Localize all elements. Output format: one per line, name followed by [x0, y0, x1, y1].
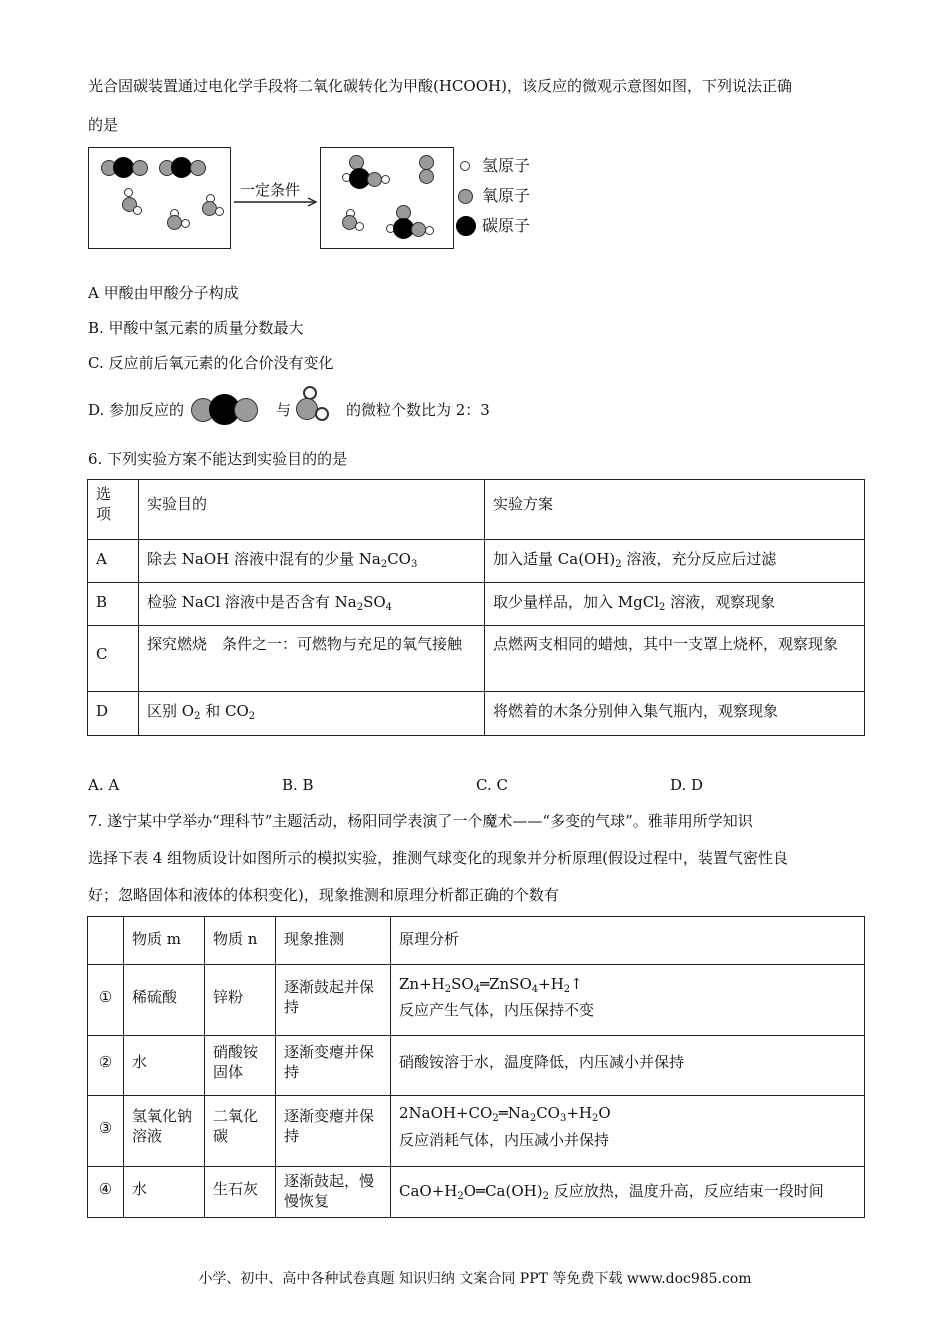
hydrogen-atom — [215, 207, 224, 216]
oxygen-atom — [367, 172, 382, 187]
table-cell: 水 — [124, 1167, 205, 1218]
hydrogen-atom — [425, 226, 434, 235]
hydrogen-atom — [381, 175, 390, 184]
table-cell: 二氧化碳 — [205, 1096, 276, 1167]
header-option: 选项 — [88, 480, 139, 540]
table-cell: 稀硫酸 — [124, 965, 205, 1036]
table-row — [88, 692, 865, 736]
legend-carbon: 碳原子 — [482, 216, 531, 235]
carbon-atom — [113, 157, 134, 178]
table-row — [88, 583, 865, 626]
header-purpose: 实验目的 — [139, 480, 485, 540]
oxygen-legend-icon — [458, 189, 473, 204]
arrow-label: 一定条件 — [240, 181, 301, 199]
table-cell: 检验 NaCl 溶液中是否含有 $Na_2SO_4$ — [139, 583, 485, 626]
table-cell: 硝酸铵溶于水，温度降低，内压减小并保持 — [391, 1036, 865, 1096]
table-cell: ④ — [88, 1167, 124, 1218]
header-phenomenon: 现象推测 — [276, 917, 391, 965]
legend-oxygen: 氧原子 — [482, 186, 531, 205]
q5-stem-line1: 光合固碳装置通过电化学手段将二氧化碳转化为甲酸(HCOOH)，该反应的微观示意图如图，下列说法正确 — [88, 77, 792, 95]
table-row — [88, 1036, 865, 1096]
table-row — [88, 540, 865, 583]
table-cell: ② — [88, 1036, 124, 1096]
table-cell — [88, 917, 124, 965]
table-cell: D — [88, 692, 139, 736]
header-principle: 原理分析 — [391, 917, 865, 965]
oxygen-atom — [190, 160, 206, 176]
table-cell: 区别 $O_2$ 和 $CO_2$ — [139, 692, 485, 736]
hydrogen-legend-icon — [460, 161, 470, 171]
table-row — [88, 965, 865, 1036]
table-cell: 逐渐鼓起并保持 — [276, 965, 391, 1036]
page-footer: 小学、初中、高中各种试卷真题 知识归纳 文案合同 PPT 等免费下载 www.doc985.com — [198, 1271, 752, 1287]
table-cell: $CaO+H_2O═Ca(OH)_2$ 反应放热，温度升高，反应结束一段时间 — [391, 1167, 865, 1218]
table-cell: 加入适量 $Ca(OH)_2$ 溶液，充分反应后过滤 — [485, 540, 865, 583]
reaction-arrow-icon — [232, 196, 320, 208]
table-cell: ③ — [88, 1096, 124, 1167]
oxygen-atom — [419, 155, 434, 170]
table-row — [88, 1096, 865, 1167]
q5-stem-line2: 的是 — [88, 116, 119, 134]
q5-option-b: B. 甲酸中氢元素的质量分数最大 — [88, 319, 304, 337]
q5-option-a: A 甲酸由甲酸分子构成 — [88, 284, 239, 302]
hydrogen-atom — [181, 219, 190, 228]
carbon-legend-icon — [456, 216, 476, 236]
q5-option-d-suffix: 的微粒个数比为 2：3 — [346, 401, 490, 419]
q5-option-d-prefix: D. 参加反应的 — [88, 401, 185, 419]
table-header-row — [88, 480, 865, 540]
table-cell: $2NaOH+CO_2═Na_2CO_3+H_2O$ 反应消耗气体，内压减小并保持 — [391, 1096, 865, 1167]
table-cell: B — [88, 583, 139, 626]
oxygen-atom — [167, 215, 182, 230]
q7-stem-line2: 选择下表 4 组物质设计如图所示的模拟实验，推测气球变化的现象并分析原理(假设过程中，装置气密性良 — [88, 849, 788, 867]
table-cell: 将燃着的木条分别伸入集气瓶内，观察现象 — [485, 692, 865, 736]
table-cell: 逐渐变瘪并保持 — [276, 1036, 391, 1096]
answer-option-d: D. D — [670, 776, 704, 794]
table-cell: 锌粉 — [205, 965, 276, 1036]
answer-option-a: A. A — [88, 776, 120, 794]
header-plan: 实验方案 — [485, 480, 865, 540]
header-substance-n: 物质 n — [205, 917, 276, 965]
table-cell: C — [88, 626, 139, 692]
table-header-row — [88, 917, 865, 965]
header-substance-m: 物质 m — [124, 917, 205, 965]
table-cell: 点燃两支相同的蜡烛，其中一支罩上烧杯，观察现象 — [485, 626, 865, 692]
table-cell: 取少量样品，加入 MgCl$_2$ 溶液，观察现象 — [485, 583, 865, 626]
q6-stem: 6. 下列实验方案不能达到实验目的的是 — [88, 450, 348, 468]
table-cell: 水 — [124, 1036, 205, 1096]
legend-hydrogen: 氢原子 — [482, 156, 531, 175]
answer-option-b: B. B — [282, 776, 314, 794]
hydrogen-atom — [124, 188, 133, 197]
table-row — [88, 1167, 865, 1218]
table-cell: 探究燃烧 条件之一：可燃物与充足的氧气接触 — [139, 626, 485, 692]
hydrogen-atom — [355, 222, 364, 231]
q5-option-d-mid: 与 — [276, 401, 292, 419]
table-cell: ① — [88, 965, 124, 1036]
q6-answer-options — [88, 775, 864, 795]
q7-stem-line3: 好；忽略固体和液体的体积变化)，现象推测和原理分析都正确的个数有 — [88, 886, 559, 904]
reactants-box — [88, 147, 231, 249]
table-cell: 硝酸铵固体 — [205, 1036, 276, 1096]
q6-table — [87, 479, 865, 736]
table-row — [88, 626, 865, 692]
table-cell: 逐渐鼓起，慢慢恢复 — [276, 1167, 391, 1218]
table-cell: 氢氧化钠溶液 — [124, 1096, 205, 1167]
table-cell: $Zn+H_2SO_4═ZnSO_4+H_2↑$ 反应产生气体，内压保持不变 — [391, 965, 865, 1036]
products-box — [320, 147, 454, 249]
oxygen-atom — [132, 160, 148, 176]
hydrogen-atom — [133, 206, 142, 215]
carbon-atom — [171, 157, 192, 178]
answer-option-c: C. C — [476, 776, 508, 794]
table-cell: 逐渐变瘪并保持 — [276, 1096, 391, 1167]
q7-table — [87, 916, 865, 1218]
oxygen-atom — [411, 222, 426, 237]
table-cell: 生石灰 — [205, 1167, 276, 1218]
q7-stem-line1: 7. 遂宁某中学举办“理科节”主题活动，杨阳同学表演了一个魔术——“多变的气球”。雅菲用所学知识 — [88, 812, 753, 830]
table-cell: 除去 NaOH 溶液中混有的少量 $Na_2CO_3$ — [139, 540, 485, 583]
table-cell: A — [88, 540, 139, 583]
q5-option-c: C. 反应前后氧元素的化合价没有变化 — [88, 354, 334, 372]
oxygen-atom — [419, 169, 434, 184]
